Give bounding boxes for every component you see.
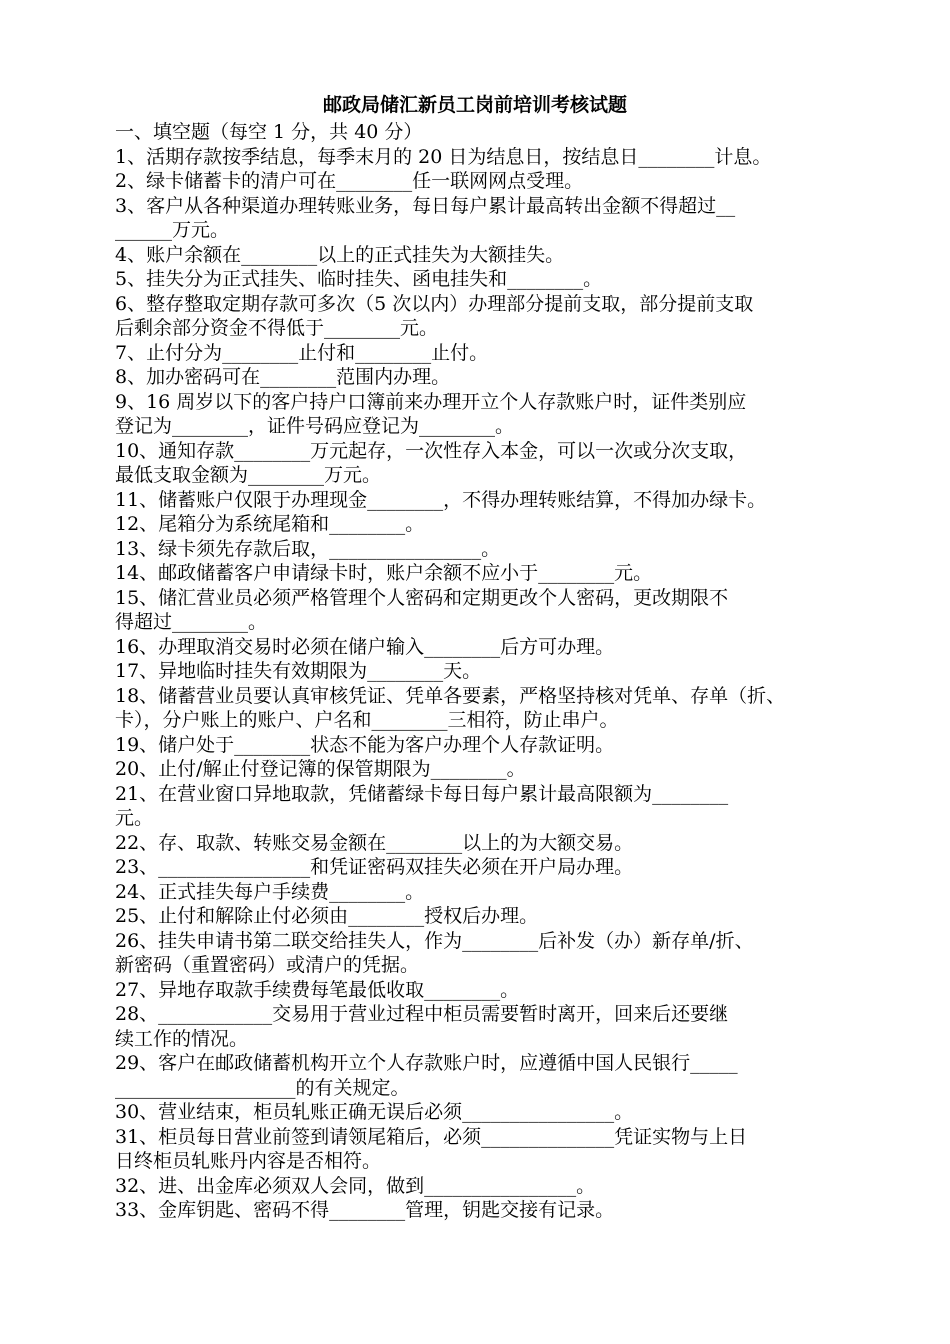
question-line: 17、异地临时挂失有效期限为________天。 [115,660,482,682]
question-line: 12、尾箱分为系统尾箱和________。 [115,513,425,535]
question-line: 25、止付和解除止付必须由________授权后办理。 [115,905,539,927]
question-line: 得超过________。 [115,611,268,633]
question-line: 19、储户处于________状态不能为客户办理个人存款证明。 [115,733,615,756]
question-line: 15、储汇营业员必须严格管理个人密码和定期更改个人密码，更改期限不 [115,586,729,609]
question-line: 32、进、出金库必须双人会同，做到________________。 [115,1174,596,1197]
question-line: 31、柜员每日营业前签到请领尾箱后，必须______________凭证实物与上日 [115,1125,748,1148]
question-line: 7、止付分为________止付和________止付。 [115,341,489,364]
question-line: 20、止付/解止付登记簿的保管期限为________。 [115,758,526,780]
question-line: ______万元。 [115,219,230,241]
question-line: 33、金库钥匙、密码不得________管理，钥匙交接有记录。 [115,1199,615,1221]
question-line: 4、账户余额在________以上的正式挂失为大额挂失。 [115,243,565,266]
question-line: 最低支取金额为________万元。 [115,464,382,486]
question-line: 18、储蓄营业员要认真审核凭证、凭单各要素，严格坚持核对凭单、存单（折、 [115,684,786,707]
question-line: 28、____________交易用于营业过程中柜员需要暂时离开，回来后还要继 [115,1003,729,1025]
question-line: 26、挂失申请书第二联交给挂失人，作为________后补发（办）新存单/折、 [115,929,754,952]
question-line: 5、挂失分为正式挂失、临时挂失、函电挂失和________。 [115,268,603,290]
question-line: 29、客户在邮政储蓄机构开立个人存款账户时，应遵循中国人民银行_____ [115,1052,738,1074]
question-line: 21、在营业窗口异地取款，凭储蓄绿卡每日每户累计最高限额为________ [115,782,729,805]
question-line: 3、客户从各种渠道办理转账业务，每日每户累计最高转出金额不得超过__ [115,194,736,217]
question-line: 1、活期存款按季结息，每季末月的 20 日为结息日，按结息日________计息。 [115,145,772,168]
question-line: 续工作的情况。 [115,1027,249,1050]
question-line: 30、营业结束，柜员轧账正确无误后必须________________。 [115,1101,634,1123]
question-line: 6、整存整取定期存款可多次（5 次以内）办理部分提前支取，部分提前支取 [115,292,754,315]
question-line: 2、绿卡储蓄卡的清户可在________任一联网网点受理。 [115,170,584,192]
question-line: 27、异地存取款手续费每笔最低收取________。 [115,978,520,1001]
question-line: 卡），分户账上的账户、户名和________三相符，防止串户。 [115,709,619,731]
question-line: 9、16 周岁以下的客户持户口簿前来办理开立个人存款账户时，证件类别应 [115,390,747,413]
question-line: 10、通知存款________万元起存，一次性存入本金，可以一次或分次支取， [115,439,748,462]
question-line: 14、邮政储蓄客户申请绿卡时，账户余额不应小于________元。 [115,562,653,584]
question-line: 日终柜员轧账丹内容是否相符。 [115,1150,382,1172]
question-line: 13、绿卡须先存款后取，________________。 [115,537,501,560]
section-heading: 一、填空题（每空 1 分，共 40 分） [115,121,423,143]
question-line: ___________________的有关规定。 [115,1076,410,1099]
document-title: 邮政局储汇新员工岗前培训考核试题 [322,94,627,116]
question-line: 22、存、取款、转账交易金额在________以上的为大额交易。 [115,831,634,854]
question-line: 8、加办密码可在________范围内办理。 [115,366,451,388]
question-line: 16、办理取消交易时必须在储户输入________后方可办理。 [115,635,615,658]
document-body [115,120,850,1223]
question-line: 23、________________和凭证密码双挂失必须在开户局办理。 [115,856,634,878]
question-line: 24、正式挂失每户手续费________。 [115,880,425,903]
question-line: 新密码（重置密码）或清户的凭据。 [115,954,420,976]
question-line: 11、储蓄账户仅限于办理现金________，不得办理转账结算，不得加办绿卡。 [115,488,767,511]
question-line: 登记为________，证件号码应登记为________。 [115,415,515,437]
question-line: 元。 [115,807,154,829]
question-line: 后剩余部分资金不得低于________元。 [115,317,439,339]
